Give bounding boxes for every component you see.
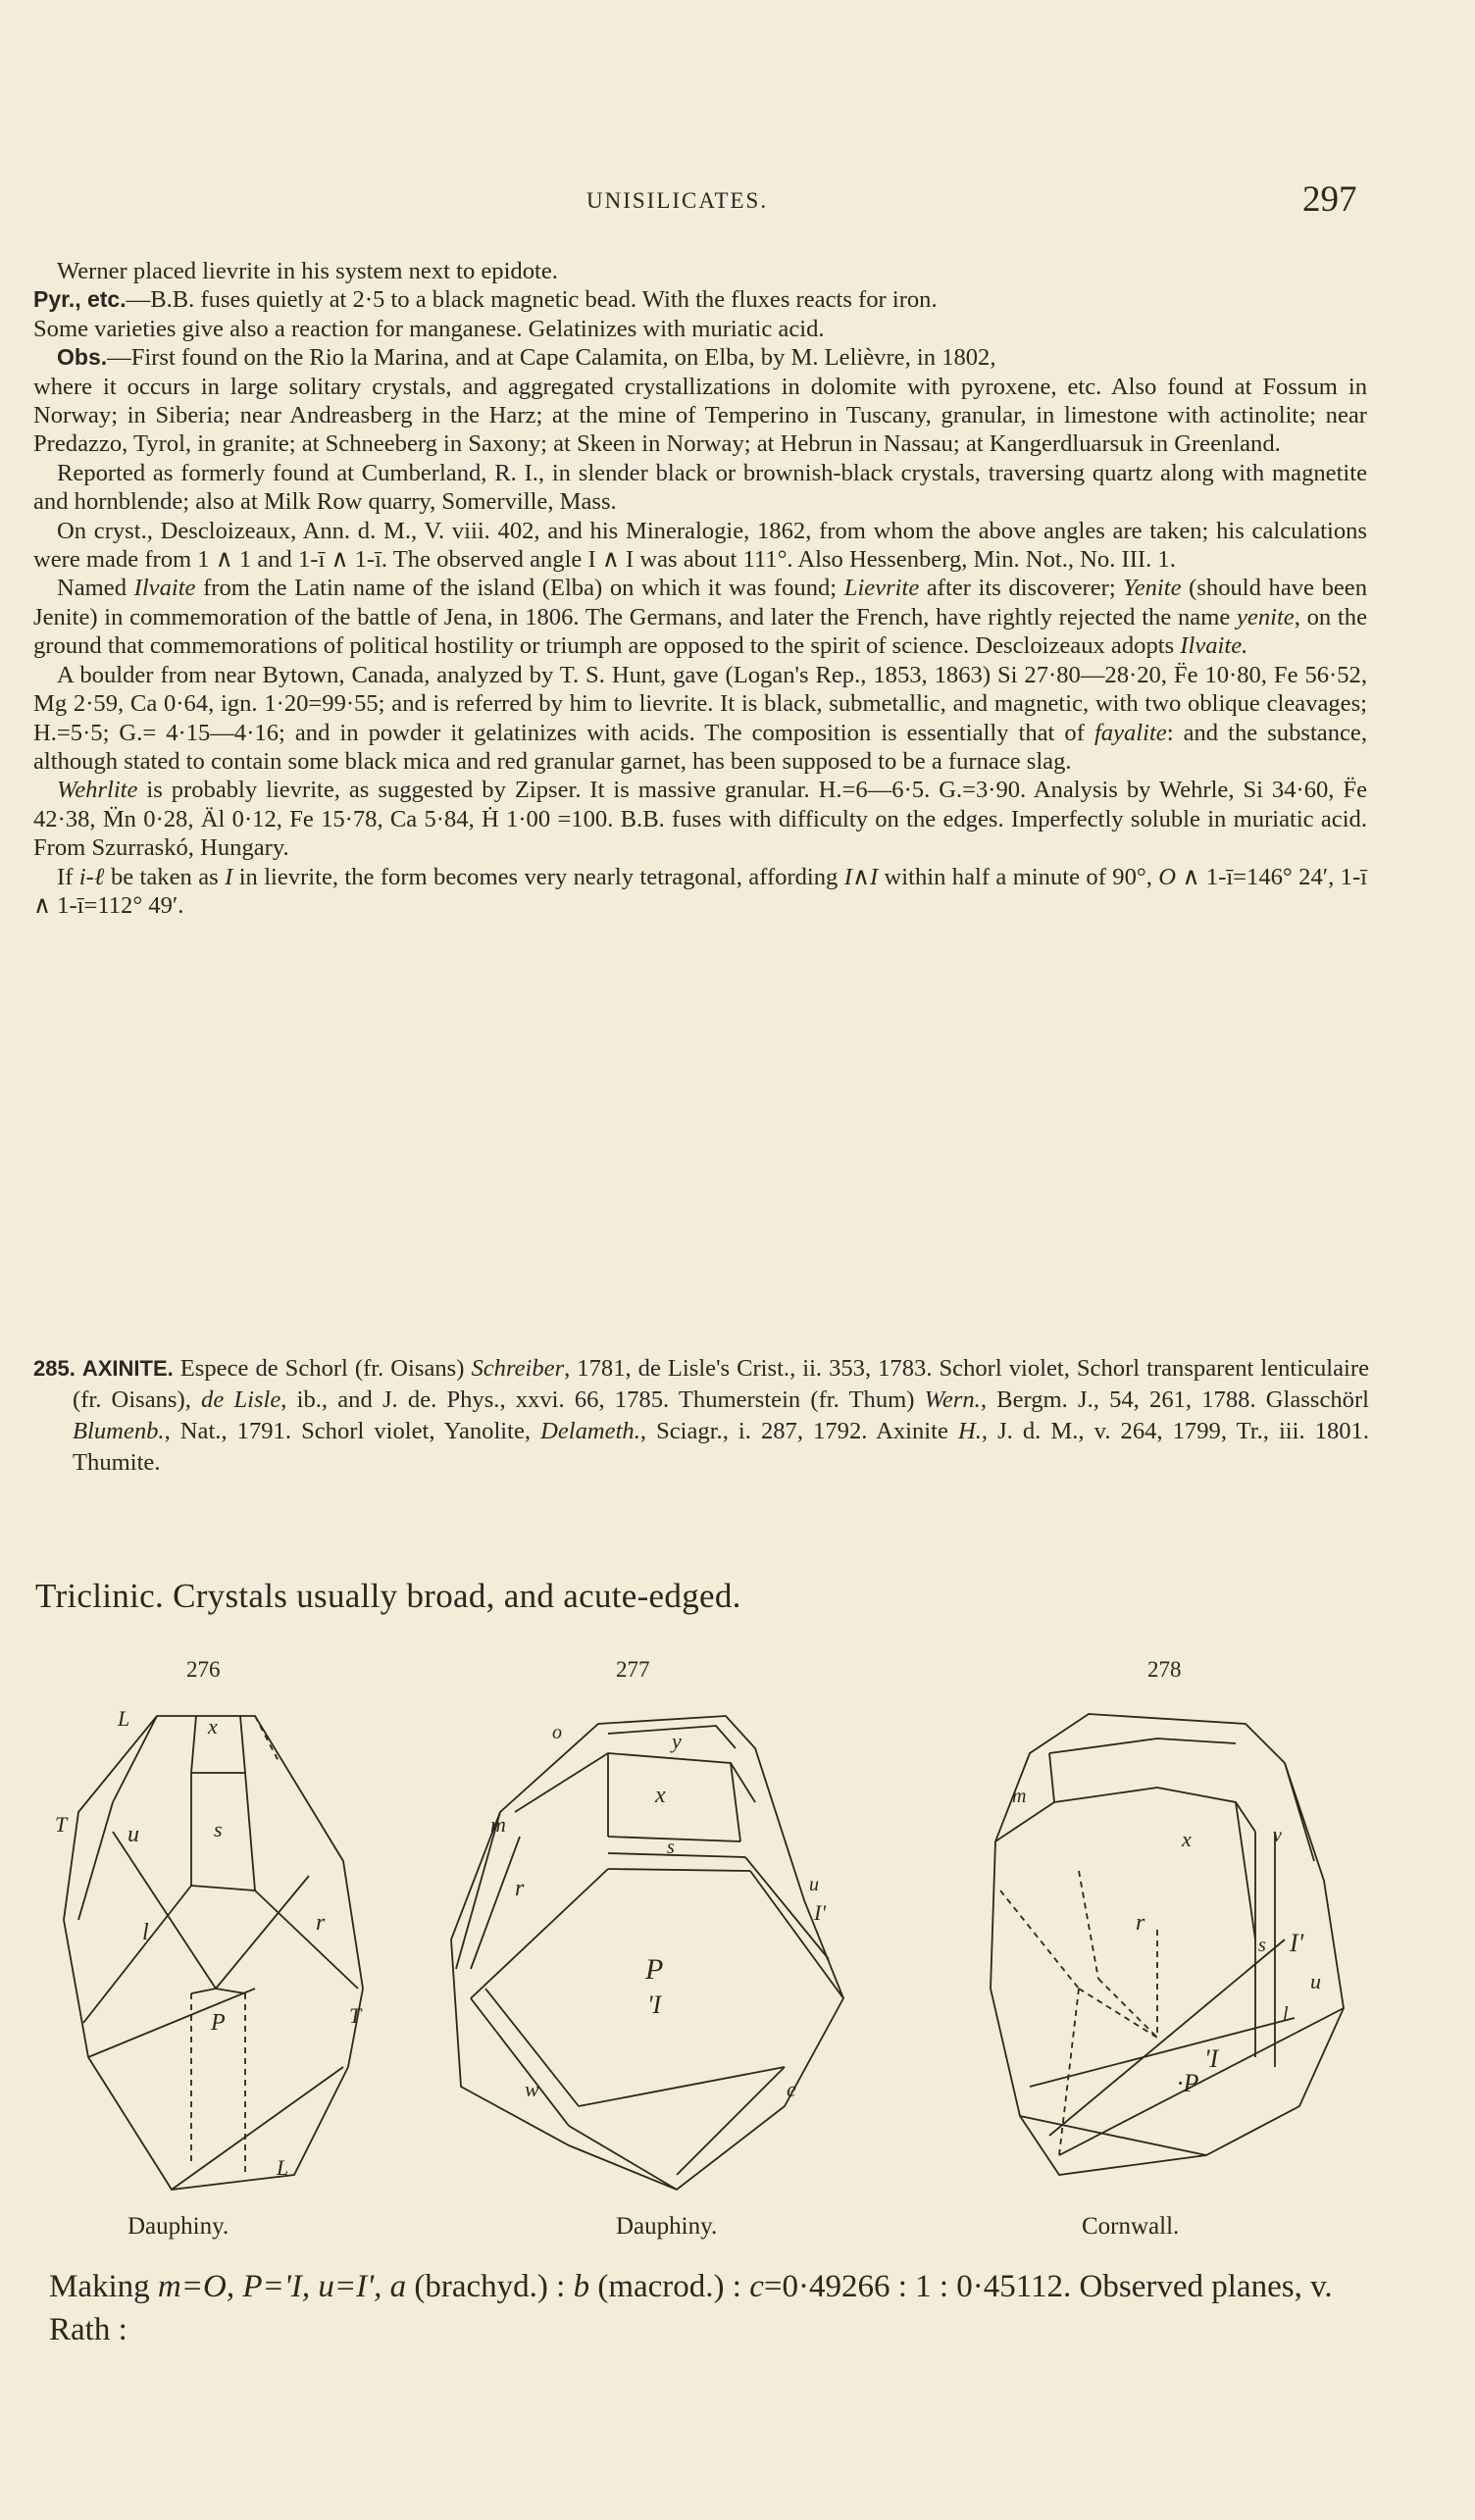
fig276-edge: [255, 1890, 358, 1989]
pyr-lead: Pyr., etc.: [33, 286, 127, 313]
fig276-outline: [64, 1716, 363, 2190]
paragraph-varieties: Some varieties give also a reaction for manganese. Gelatinizes with muriatic acid.: [33, 315, 825, 342]
fig278-edge: [995, 1802, 1054, 1841]
named-text-3: after its discoverer;: [919, 575, 1124, 602]
paragraph-obs: [33, 343, 1367, 372]
fig277-edge: [471, 1998, 569, 2126]
named-text-2: from the Latin name of the island (Elba) on which it was found;: [195, 575, 844, 602]
fig277-label-u: u: [809, 1874, 819, 1895]
form-text-3: in lievrite, the form becomes very nearly tetragonal, affording: [232, 863, 844, 890]
named-yenite: Yenite: [1123, 575, 1182, 602]
axial-c: c: [749, 2269, 764, 2304]
axinite-schreiber: Schreiber: [471, 1355, 565, 1382]
boulder-text-1: A boulder from near Bytown, Canada, analyzed by T. S. Hunt, gave (Logan's Rep., 1853, 1863) Si 27·80—28·20, F̈e 10·80, Fe 56·52, Mg 2·59, Ca 0·64, ign. 1·20=99·55; and is referred by him to lievrite. It is black, submetallic, and magnetic, with two oblique cleavages; H.=5·5; G.= 4·15—4·16; and in powder it gelatinizes with acids. The composition is essentially that of: [33, 661, 1367, 746]
fig276-label-T: T: [55, 1812, 68, 1837]
paragraph-named: [33, 574, 1367, 660]
axinite-blumenb: Blumenb.: [73, 1418, 165, 1444]
fig278-hidden-edge: [1059, 1989, 1079, 2155]
fig278-label-Ib: 'I: [1204, 2044, 1219, 2073]
fig278-label-x: x: [1182, 1827, 1192, 1851]
axial-text-4: =0·49266 : 1 : 0·45112. Observed planes, v. Rath :: [49, 2269, 1333, 2347]
fig276-edge: [78, 1802, 113, 1920]
fig276-label-x: x: [208, 1714, 218, 1739]
fig276-label-P: P: [211, 2010, 226, 2036]
axinite-text-1: Espece de Schorl (fr. Oisans): [173, 1355, 472, 1382]
fig278-label-l: l: [1283, 2003, 1289, 2025]
fig278-hidden-edge: [1079, 1871, 1098, 1979]
axinite-entry: [33, 1353, 1369, 1479]
axial-ratio-text: [49, 2265, 1383, 2351]
form-text-5: ∧ 1-ī=146° 24′, 1-ī ∧ 1-ī=112° 49′.: [33, 863, 1367, 919]
axial-b: b: [573, 2269, 590, 2304]
fig277-label-P: P: [645, 1953, 664, 1986]
fig276-label-r: r: [316, 1910, 326, 1936]
fig277-edge: [608, 1853, 745, 1857]
fig277-label-Ib: 'I: [647, 1991, 662, 2019]
named-ilvaite: Ilvaite: [133, 575, 196, 602]
triclinic-heading: Triclinic. Crystals usually broad, and acute-edged.: [35, 1577, 741, 1615]
fig276-edge: [88, 1989, 255, 2057]
fig278-label-P: ·P: [1177, 2069, 1199, 2097]
paragraph-boulder: [33, 661, 1367, 777]
figure-276: [49, 1694, 392, 2204]
page-number: 297: [1302, 179, 1357, 220]
pyr-text: —B.B. fuses quietly at 2·5 to a black magnetic bead. With the fluxes reacts for iron.: [126, 286, 938, 314]
paragraph-pyr: [33, 285, 1367, 314]
form-text-4: within half a minute of 90°,: [878, 863, 1159, 890]
wehrlite-text: is probably lievrite, as suggested by Zipser. It is massive granular. H.=6—6·5. G.=3·90. Analysis by Wehrle, Si 34·60, F̈e 42·38, M̈n 0·28, Äl 0·12, Fe 15·78, Ca 5·84, Ḣ 1·00 =100. B.B. fuses with difficulty on the edges. Imperfectly soluble in muriatic acid. From Szurraskó, Hungary.: [33, 777, 1367, 862]
fig278-edge: [1049, 1739, 1236, 1753]
axial-text-2: (brachyd.) :: [406, 2269, 574, 2304]
fig277-label-m: m: [490, 1812, 506, 1837]
axinite-text-3: , ib., and J. de. Phys., xxvi. 66, 1785. Thumerstein (fr. Thum): [280, 1386, 925, 1413]
obs-text: —First found on the Rio la Marina, and at Cape Calamita, on Elba, by M. Lelièvre, in 1802,: [107, 344, 996, 372]
fig276-edge: [191, 1989, 245, 1993]
fig276-edge: [83, 1886, 191, 2023]
form-i: I: [225, 863, 233, 890]
fig277-label-w: w: [525, 2077, 539, 2101]
fig278-edge: [1049, 1940, 1285, 2136]
axinite-text-6: , Sciagr., i. 287, 1792. Axinite: [639, 1418, 958, 1444]
fig278-label-u: u: [1310, 1969, 1321, 1993]
paragraph-werner: Werner placed lievrite in his system next to epidote.: [57, 258, 558, 284]
fig277-edge: [677, 2067, 785, 2175]
fig277-label-s: s: [667, 1837, 675, 1858]
figure-276-caption: Dauphiny.: [127, 2213, 229, 2240]
named-lievrite: Lievrite: [843, 575, 920, 602]
paragraph-cumberland: Reported as formerly found at Cumberland, R. I., in slender black or brownish-black crystals, traversing quartz along with magnetite and hornblende; also at Milk Row quarry, Somerville, Mass.: [33, 459, 1367, 516]
fig277-edge: [471, 1837, 520, 1969]
fig278-label-v: v: [1273, 1825, 1282, 1846]
wehrlite-name: Wehrlite: [57, 777, 138, 804]
fig277-label-e: e: [787, 2077, 796, 2101]
axial-equation: m=O, P='I, u=I', a: [157, 2269, 407, 2304]
axinite-name: AXINITE.: [81, 1356, 174, 1381]
axinite-number: 285.: [33, 1356, 76, 1381]
fig277-edge: [569, 2126, 677, 2190]
fig278-label-m: m: [1012, 1786, 1027, 1807]
fig276-label-s: s: [214, 1817, 223, 1841]
fig278-edge: [1020, 2116, 1206, 2155]
paragraph-localities: where it occurs in large solitary crystals, and aggregated crystallizations in dolomite with pyroxene, etc. Also found at Fossum in Norway; in Siberia; near Andreasberg in the Harz; at the mine of Temperino in Tuscany, granular, in limestone with actinolite; near Predazzo, Tyrol, in granite; at Schneeberg in Saxony; at Skeen in Norway; at Hebrun in Nassau; at Kangerdluarsuk in Greenland.: [33, 373, 1367, 458]
fig276-edge: [245, 1773, 255, 1890]
axinite-text-4: , Bergm. J., 54, 261, 1788. Glasschörl: [980, 1386, 1369, 1413]
form-text-1: If: [57, 863, 79, 890]
named-ilvaite-2: Ilvaite.: [1180, 632, 1248, 660]
axinite-text-5: , Nat., 1791. Schorl violet, Yanolite,: [164, 1418, 541, 1444]
fig277-edge: [515, 1753, 755, 1812]
fig276-label-L2: L: [277, 2155, 289, 2180]
fig276-edge: [216, 1876, 309, 1989]
figure-278-caption: Cornwall.: [1082, 2213, 1180, 2240]
fig278-label-r: r: [1136, 1910, 1145, 1936]
fig276-label-L: L: [118, 1706, 130, 1731]
fig277-edge: [608, 1869, 750, 1871]
named-text-4: (should have been Jenite) in commemoration of the battle of Jena, in 1806. The Germans, and later the French, have rightly rejected the name: [33, 575, 1368, 630]
fig277-edge: [750, 1871, 843, 1998]
figure-277-number: 277: [616, 1657, 650, 1682]
page-header: [0, 179, 1475, 224]
form-symbol: i-ℓ: [78, 863, 105, 890]
fig276-edge: [191, 1716, 196, 1773]
axinite-delameth: Delameth.: [540, 1418, 640, 1444]
named-text-5: , on the ground that commemorations of political hostility or triumph are opposed to the spirit of science. Descloizeaux adopts: [33, 603, 1367, 660]
axinite-delisle: de Lisle: [201, 1386, 281, 1413]
fig277-label-r: r: [515, 1876, 525, 1901]
fig276-edge: [191, 1886, 255, 1890]
fig277-edge: [471, 1869, 608, 1998]
form-text-2: be taken as: [104, 863, 226, 890]
fig278-edge: [1236, 1802, 1255, 1940]
fig276-edge: [240, 1716, 245, 1773]
obs-lead: Obs.: [57, 344, 108, 371]
figure-276-number: 276: [186, 1657, 221, 1682]
lievrite-text: [33, 257, 1367, 920]
axinite-text-2: , 1781, de Lisle's Crist., ii. 353, 1783. Schorl violet, Schorl transparent lenticulaire (fr. Oisans),: [73, 1355, 1369, 1413]
boulder-text-2: : and the substance, although stated to contain some black mica and red granular garnet, has been supposed to be a furnace slag.: [33, 719, 1367, 775]
axinite-synonymy: [33, 1353, 1369, 1479]
figure-277: [432, 1694, 863, 2204]
fig278-label-s: s: [1258, 1935, 1266, 1956]
named-text-1: Named: [57, 575, 134, 602]
fig277-label-o: o: [552, 1722, 562, 1743]
fig276-label-T2: T: [349, 2003, 362, 2028]
fig277-label-y: y: [672, 1729, 682, 1753]
form-i-angle: I∧I: [843, 863, 879, 890]
fig278-edge: [1049, 1753, 1054, 1802]
boulder-fayalite: fayalite: [1094, 719, 1167, 746]
fig278-hidden-edge: [1079, 1989, 1157, 2038]
named-yenite-2: yenite: [1236, 603, 1295, 630]
fig276-label-u: u: [127, 1822, 139, 1847]
axinite-h: H.: [957, 1418, 982, 1444]
paragraph-wehrlite: [33, 776, 1367, 862]
fig277-label-x: x: [655, 1783, 666, 1808]
fig278-edge: [1054, 1788, 1255, 1832]
fig277-edge: [579, 2067, 785, 2106]
fig278-hidden-edge: [1000, 1890, 1079, 1989]
fig278-edge: [1285, 1763, 1314, 1861]
running-head: UNISILICATES.: [586, 188, 769, 213]
paragraph-cryst: On cryst., Descloizeaux, Ann. d. M., V. viii. 402, and his Mineralogie, 1862, from whom the above angles are taken; his calculations were made from 1 ∧ 1 and 1-ī ∧ 1-ī. The observed angle I ∧ I was about 111°. Also Hessenberg, Min. Not., No. III. 1.: [33, 517, 1367, 574]
axinite-wern: Wern.: [924, 1386, 981, 1413]
paragraph-form: [33, 863, 1367, 921]
axial-text-3: (macrod.) :: [589, 2269, 750, 2304]
form-o: O: [1158, 863, 1177, 890]
figure-278-number: 278: [1147, 1657, 1182, 1682]
fig278-hidden-edge: [1098, 1979, 1157, 2038]
fig278-label-I: I': [1290, 1929, 1304, 1957]
axial-text-1: Making: [49, 2269, 158, 2304]
figure-277-caption: Dauphiny.: [616, 2213, 718, 2240]
axinite-text-7: , J. d. M., v. 264, 1799, Tr., iii. 1801. Thumite.: [73, 1418, 1369, 1476]
figure-278: [961, 1694, 1393, 2204]
fig277-label-I: I': [814, 1900, 827, 1925]
fig276-label-l: l: [142, 1920, 149, 1945]
